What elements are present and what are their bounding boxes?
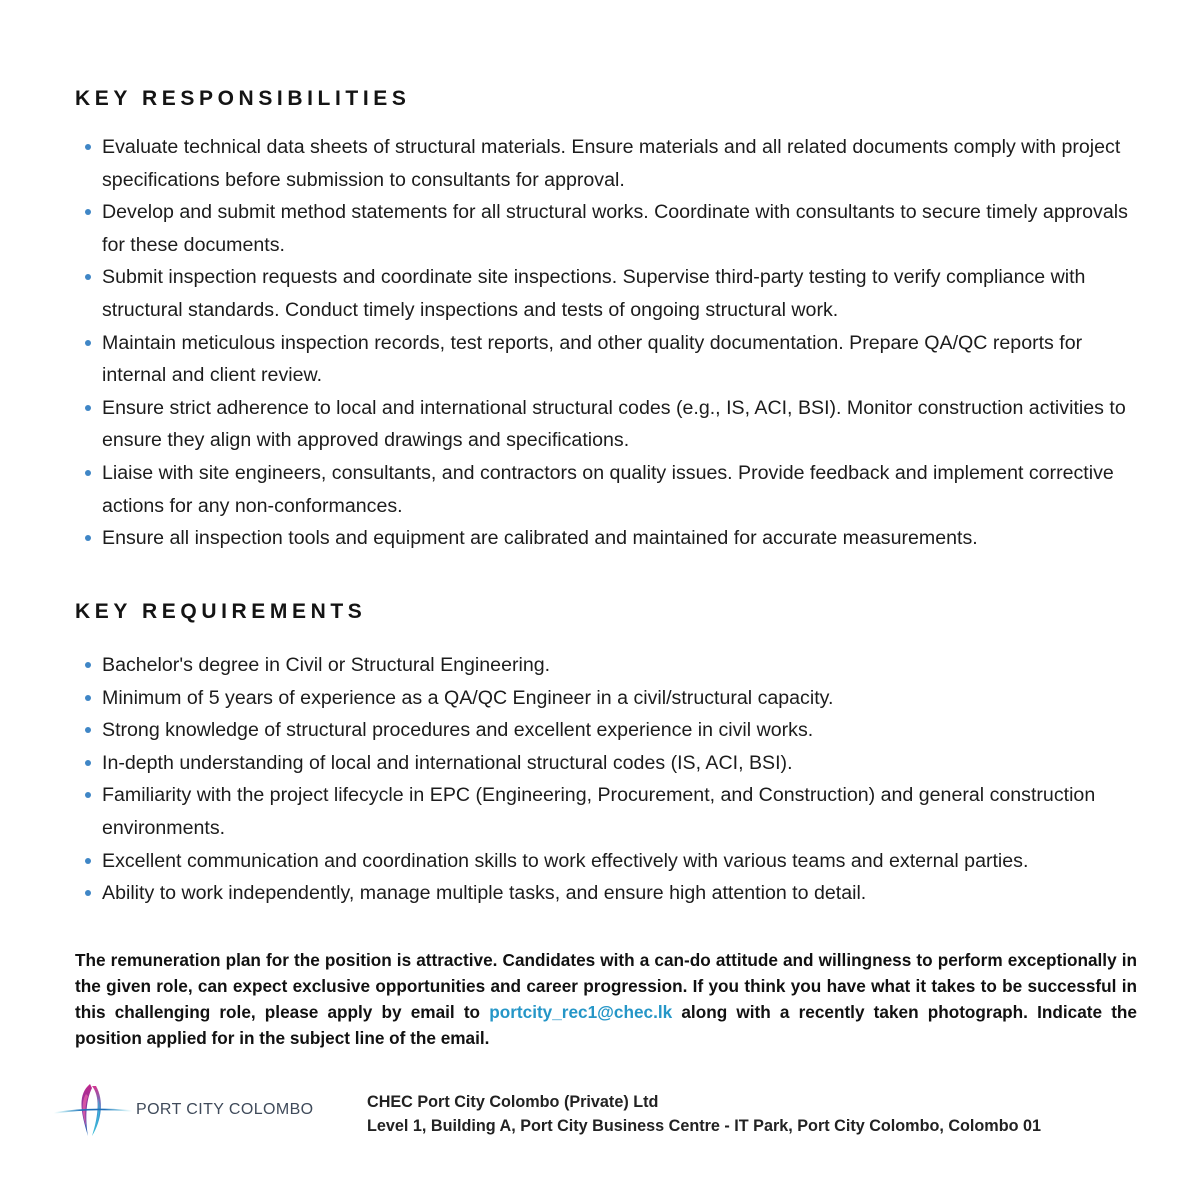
bullet-icon <box>85 405 91 411</box>
list-item <box>84 649 1144 682</box>
key-responsibilities-heading: KEY RESPONSIBILITIES <box>75 87 411 110</box>
list-item-text: Ability to work independently, manage multiple tasks, and ensure high attention to detail. <box>102 882 867 905</box>
list-item <box>84 747 1144 780</box>
list-item <box>84 196 1144 261</box>
bullet-icon <box>85 727 91 733</box>
list-item <box>84 457 1144 522</box>
list-item-text: Submit inspection requests and coordinate site inspections. Supervise third-party testing to verify compliance with structural standards. Conduct timely inspections and tests of ongoing structural work. <box>102 266 1086 321</box>
list-item <box>84 131 1144 196</box>
list-item-text: Ensure all inspection tools and equipment are calibrated and maintained for accurate measurements. <box>102 527 978 550</box>
list-item <box>84 779 1144 844</box>
port-city-emblem-icon <box>52 1080 136 1140</box>
list-item-text: Develop and submit method statements for all structural works. Coordinate with consultants to secure timely approvals for these documents. <box>102 201 1128 256</box>
subject-line-instruction: Indicate the position applied for in the subject line of the email. <box>75 1002 1137 1048</box>
bullet-icon <box>85 858 91 864</box>
list-item-text: Familiarity with the project lifecycle in EPC (Engineering, Procurement, and Construction) and general construction environments. <box>102 784 1096 839</box>
list-item-text: Evaluate technical data sheets of structural materials. Ensure materials and all related documents comply with project specifications before submission to consultants for approval. <box>102 136 1121 191</box>
responsibilities-list <box>84 131 1144 555</box>
list-item <box>84 392 1144 457</box>
application-instructions <box>75 947 1137 1051</box>
list-item-text: Excellent communication and coordination skills to work effectively with various teams and external parties. <box>102 849 1029 872</box>
list-item <box>84 261 1144 326</box>
bullet-icon <box>85 209 91 215</box>
logo-wordmark: PORT CITY COLOMBO <box>136 1101 314 1118</box>
bullet-icon <box>85 890 91 896</box>
list-item <box>84 327 1144 392</box>
bullet-icon <box>85 695 91 701</box>
bullet-icon <box>85 535 91 541</box>
apply-email-link[interactable]: portcity_rec1@chec.lk <box>489 1002 673 1022</box>
company-contact-block <box>367 1090 1041 1138</box>
bullet-icon <box>85 470 91 476</box>
company-address: Level 1, Building A, Port City Business Centre - IT Park, Port City Colombo, Colombo 01 <box>367 1117 1041 1135</box>
photograph-text: along with a recently taken photograph. <box>672 1002 1038 1022</box>
list-item-text: Minimum of 5 years of experience as a QA/QC Engineer in a civil/structural capacity. <box>102 686 834 709</box>
company-name: CHEC Port City Colombo (Private) Ltd <box>367 1093 659 1111</box>
port-city-colombo-logo <box>52 1080 332 1140</box>
requirements-list <box>84 649 1144 910</box>
list-item-text: Strong knowledge of structural procedures and excellent experience in civil works. <box>102 719 814 742</box>
list-item <box>84 522 1144 555</box>
list-item-text: Bachelor's degree in Civil or Structural Engineering. <box>102 654 551 676</box>
list-item <box>84 845 1144 878</box>
bullet-icon <box>85 144 91 150</box>
bullet-icon <box>85 662 91 668</box>
list-item <box>84 682 1144 715</box>
list-item-text: In-depth understanding of local and international structural codes (IS, ACI, BSI). <box>102 751 793 774</box>
bullet-icon <box>85 274 91 280</box>
list-item-text: Maintain meticulous inspection records, test reports, and other quality documentation. Prepare QA/QC reports for internal and client review. <box>102 331 1083 387</box>
bullet-icon <box>85 792 91 798</box>
list-item-text: Ensure strict adherence to local and international structural codes (e.g., IS, ACI, BSI). Monitor construction activities to ensure they align with approved drawings and specifications. <box>102 396 1126 452</box>
remuneration-text: The remuneration plan for the position is attractive. Candidates with a can-do attitude and willingness to perform exceptionally in the given role, can expect exclusive opportunities and career progression. If you think you have what it takes to be successful in this challenging role, please apply by email to <box>75 950 1137 1022</box>
list-item-text: Liaise with site engineers, consultants, and contractors on quality issues. Provide feedback and implement corrective actions for any non-conformances. <box>102 461 1114 517</box>
key-requirements-heading: KEY REQUIREMENTS <box>75 600 367 623</box>
list-item <box>84 877 1144 910</box>
bullet-icon <box>85 760 91 766</box>
list-item <box>84 714 1144 747</box>
bullet-icon <box>85 340 91 346</box>
